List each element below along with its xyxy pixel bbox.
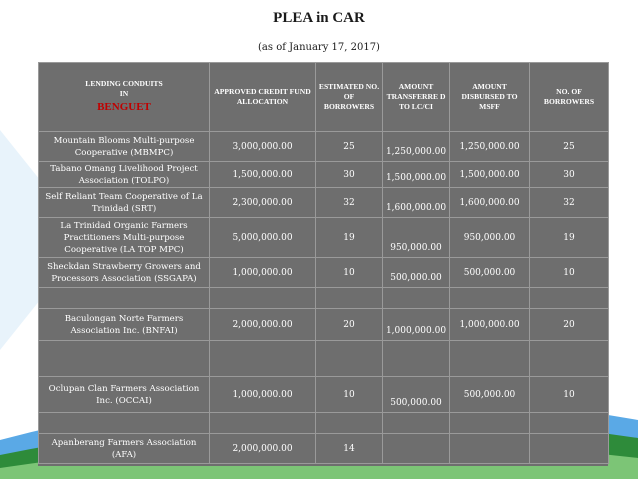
cell-approved: 2,000,000.00 [210, 309, 316, 341]
cell-lending-conduit: La Trinidad Organic Farmers Practitioners Multi-purpose Cooperative (LA TOP MPC) [39, 218, 210, 258]
header-approved: APPROVED CREDIT FUND ALLOCATION [210, 63, 316, 132]
cell-disbursed: 1,500,000.00 [450, 162, 530, 188]
cell-disbursed: 500,000.00 [450, 377, 530, 413]
cell-transferred: 950,000.00 [383, 218, 450, 258]
table-row [39, 309, 609, 341]
table-row [39, 258, 609, 288]
header-borrowers: NO. OF BORROWERS [530, 63, 609, 132]
cell-lending-conduit: Sheckdan Strawberry Growers and Processors Association (SSGAPA) [39, 258, 210, 288]
cell-borrowers: 20 [530, 309, 609, 341]
plea-table-container [38, 62, 608, 466]
header-transferred: AMOUNT TRANSFERRE D TO LC/CI [383, 63, 450, 132]
cell-disbursed: 950,000.00 [450, 218, 530, 258]
cell-estimated: 30 [316, 162, 383, 188]
empty-row [39, 413, 609, 434]
cell-disbursed: 1,000,000.00 [450, 309, 530, 341]
cell-borrowers: 10 [530, 377, 609, 413]
cell-transferred: 1,250,000.00 [383, 132, 450, 162]
header-conduit-line1: LENDING CONDUITS [85, 79, 163, 88]
cell-lending-conduit: Baculongan Norte Farmers Association Inc. (BNFAI) [39, 309, 210, 341]
cell-transferred: 500,000.00 [383, 377, 450, 413]
cell-lending-conduit: Tabano Omang Livelihood Project Association (TOLPO) [39, 162, 210, 188]
left-corner-shape [0, 130, 40, 350]
cell-approved: 2,300,000.00 [210, 188, 316, 218]
cell-approved: 1,000,000.00 [210, 258, 316, 288]
table-row [39, 377, 609, 413]
cell-disbursed: 1,250,000.00 [450, 132, 530, 162]
cell-estimated: 25 [316, 132, 383, 162]
cell-borrowers [530, 434, 609, 464]
table-row [39, 218, 609, 258]
header-conduit-line2: IN [119, 89, 129, 98]
table-header-row [39, 63, 609, 132]
table-row [39, 132, 609, 162]
page-title: PLEA in CAR [273, 10, 365, 26]
cell-approved: 1,000,000.00 [210, 377, 316, 413]
cell-borrowers: 10 [530, 258, 609, 288]
cell-borrowers: 32 [530, 188, 609, 218]
cell-estimated: 19 [316, 218, 383, 258]
cell-borrowers: 30 [530, 162, 609, 188]
table-row [39, 188, 609, 218]
cell-approved: 2,000,000.00 [210, 434, 316, 464]
plea-table [38, 62, 609, 464]
cell-estimated: 32 [316, 188, 383, 218]
cell-disbursed: 1,600,000.00 [450, 188, 530, 218]
cell-approved: 3,000,000.00 [210, 132, 316, 162]
empty-row [39, 288, 609, 309]
cell-lending-conduit: Self Reliant Team Cooperative of La Trinidad (SRT) [39, 188, 210, 218]
cell-lending-conduit: Oclupan Clan Farmers Association Inc. (OCCAI) [39, 377, 210, 413]
header-province: BENGUET [97, 101, 151, 113]
header-lending-conduits [39, 63, 210, 132]
cell-lending-conduit: Apanberang Farmers Association (AFA) [39, 434, 210, 464]
empty-row [39, 341, 609, 377]
cell-estimated: 10 [316, 377, 383, 413]
cell-disbursed: 500,000.00 [450, 258, 530, 288]
cell-transferred: 500,000.00 [383, 258, 450, 288]
cell-borrowers: 19 [530, 218, 609, 258]
cell-transferred [383, 434, 450, 464]
cell-estimated: 20 [316, 309, 383, 341]
header-disbursed: AMOUNT DISBURSED TO MSFF [450, 63, 530, 132]
cell-disbursed [450, 434, 530, 464]
page-subtitle: (as of January 17, 2017) [258, 42, 380, 53]
cell-approved: 5,000,000.00 [210, 218, 316, 258]
cell-borrowers: 25 [530, 132, 609, 162]
cell-approved: 1,500,000.00 [210, 162, 316, 188]
cell-transferred: 1,000,000.00 [383, 309, 450, 341]
cell-transferred: 1,600,000.00 [383, 188, 450, 218]
cell-lending-conduit: Mountain Blooms Multi-purpose Cooperative (MBMPC) [39, 132, 210, 162]
table-row [39, 434, 609, 464]
cell-estimated: 10 [316, 258, 383, 288]
header-estimated: ESTIMATED NO. OF BORROWERS [316, 63, 383, 132]
table-row [39, 162, 609, 188]
cell-estimated: 14 [316, 434, 383, 464]
cell-transferred: 1,500,000.00 [383, 162, 450, 188]
